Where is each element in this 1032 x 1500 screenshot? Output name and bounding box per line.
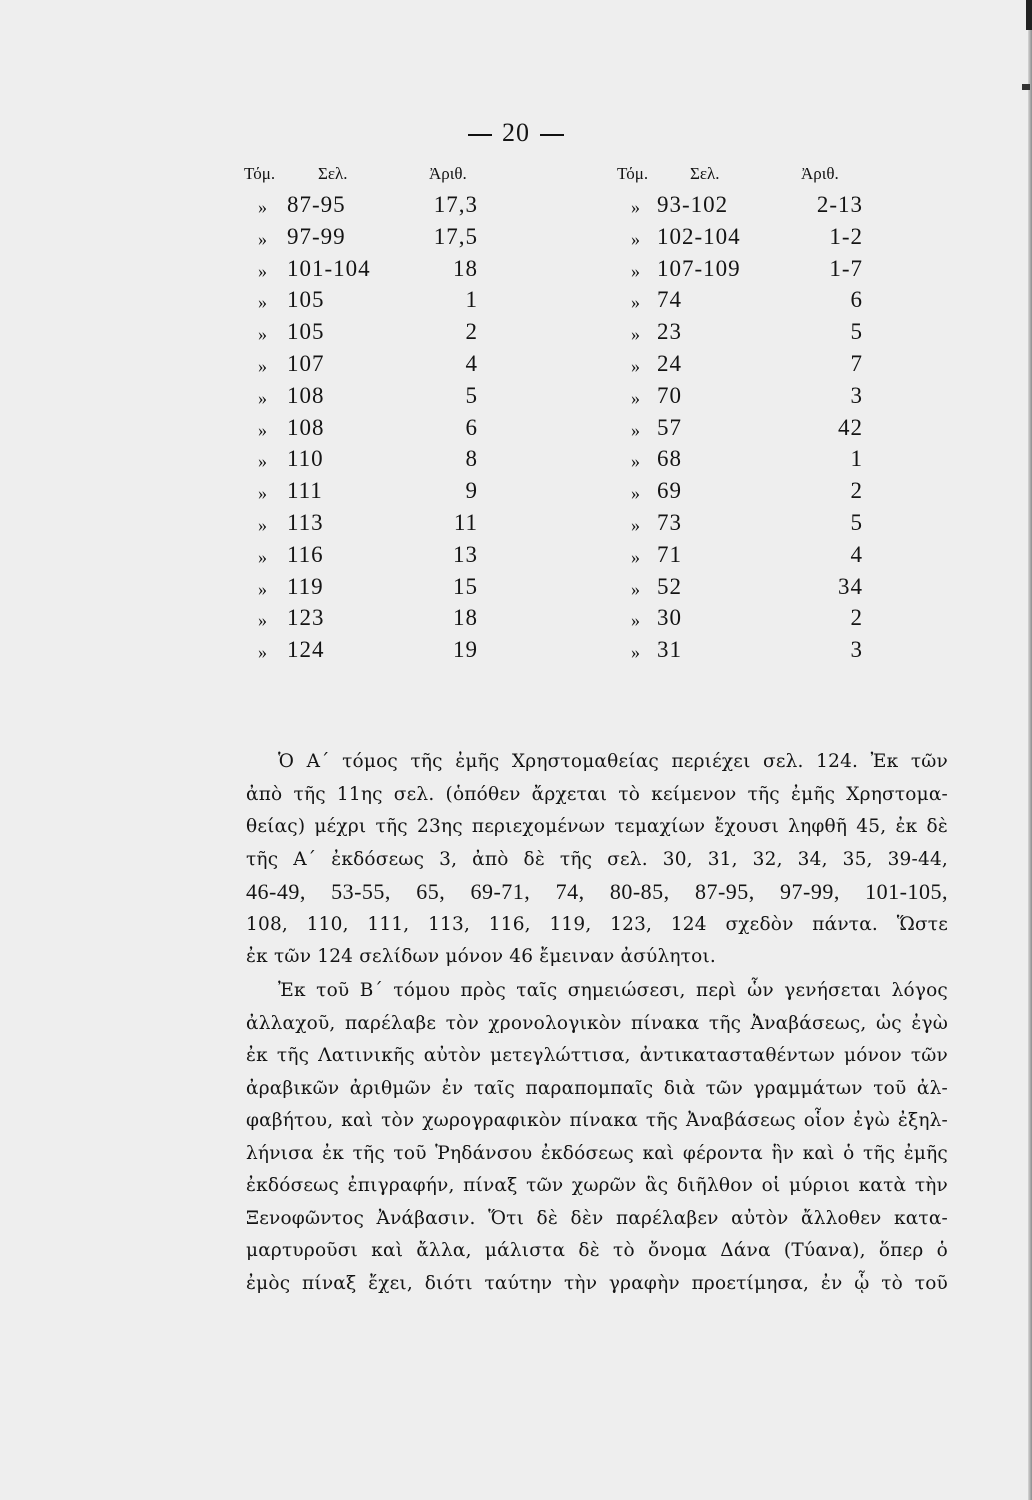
ditto-mark: »: [631, 387, 640, 408]
text-line: θείας) μέχρι τῆς 23ης περιεχομένων τεμαχίων ἔχουσι ληφθῆ 45, ἐκ δὲ: [246, 816, 948, 837]
ditto-mark: »: [631, 355, 640, 376]
page-cell: 69: [657, 478, 682, 504]
ditto-mark: »: [258, 292, 267, 313]
ditto-mark: »: [258, 578, 267, 599]
number-cell: 1: [465, 287, 478, 313]
text-line: ἀλλαχοῦ, παρέλαβε τὸν χρονολογικὸν πίνακα τῆς Ἀναβάσεως, ὡς ἐγὼ: [246, 1012, 948, 1034]
page-cell: 105: [287, 319, 325, 345]
ditto-mark: »: [631, 642, 640, 663]
number-cell: 13: [453, 541, 478, 567]
page-cell: 105: [287, 287, 325, 313]
text-line: ἐκδόσεως ἐπιγραφήν, πίναξ τῶν χωρῶν ἃς διῆλθον οἱ μύριοι κατὰ τὴν: [246, 1175, 948, 1196]
text-line: 108, 110, 111, 113, 116, 119, 123, 124 σχεδὸν πάντα. Ὥστε: [246, 913, 948, 935]
ditto-mark: »: [631, 228, 640, 249]
ditto-mark: »: [631, 292, 640, 313]
ditto-mark: »: [258, 387, 267, 408]
page-cell: 23: [657, 319, 682, 345]
page-cell: 57: [657, 414, 682, 440]
number-cell: 2: [850, 478, 863, 504]
page-cell: 87-95: [287, 192, 346, 217]
number-cell: 4: [850, 541, 863, 567]
page-cell: 52: [657, 573, 682, 599]
binding-tick: [1022, 84, 1030, 90]
number-cell: 2: [850, 605, 863, 631]
header-number: Ἀριθ.: [429, 164, 467, 183]
page-cell: 110: [287, 446, 324, 472]
ditto-mark: »: [258, 610, 267, 631]
ditto-mark: »: [258, 514, 267, 535]
ditto-mark: »: [258, 260, 267, 281]
number-cell: 11: [453, 509, 478, 535]
ditto-mark: »: [258, 355, 267, 376]
number-cell: 6: [465, 414, 478, 440]
ditto-mark: »: [258, 451, 267, 472]
text-line: Ξενοφῶντος Ἀνάβασιν. Ὅτι δὲ δὲν παρέλαβεν αὐτὸν ἄλλοθεν κατα-: [246, 1207, 948, 1229]
page-cell: 97-99: [287, 223, 346, 249]
page-cell: 73: [657, 509, 682, 535]
page-number-value: 20: [502, 118, 530, 147]
ditto-mark: »: [258, 324, 267, 345]
number-cell: 4: [465, 350, 478, 376]
page-cell: 113: [287, 509, 324, 535]
page-edge-shadow: [1028, 0, 1032, 1500]
page-cell: 119: [287, 573, 324, 599]
text-line: ἐκ τῶν 124 σελίδων μόνον 46 ἔμειναν ἀσύλητοι.: [246, 946, 716, 967]
page-cell: 108: [287, 382, 325, 408]
text-line: φαβήτου, καὶ τὸν χωρογραφικὸν πίνακα τῆς Ἀναβάσεως οἷον ἐγὼ ἐξηλ-: [246, 1110, 948, 1131]
page-number: [0, 118, 1032, 148]
ditto-mark: »: [631, 610, 640, 631]
page-cell: 24: [657, 350, 682, 376]
page-cell: 93-102: [657, 192, 729, 217]
ditto-mark: »: [631, 546, 640, 567]
number-cell: 42: [838, 414, 863, 440]
text-line: λήνισα ἐκ τῆς τοῦ Ῥηδάνσου ἐκδόσεως καὶ φέροντα ἣν καὶ ὁ τῆς ἐμῆς: [246, 1142, 948, 1164]
paragraph-volume-a: [246, 746, 948, 974]
ditto-mark: »: [631, 483, 640, 504]
number-cell: 18: [453, 605, 478, 631]
number-cell: 9: [465, 478, 478, 504]
page-cell: 102-104: [657, 223, 741, 249]
ditto-mark: »: [258, 197, 267, 217]
page-cell: 116: [287, 541, 324, 567]
page-cell: 70: [657, 382, 682, 408]
ditto-mark: »: [631, 451, 640, 472]
binding-mark: [1026, 0, 1032, 30]
number-cell: 7: [850, 350, 863, 376]
ditto-mark: »: [631, 324, 640, 345]
page-cell: 107-109: [657, 255, 741, 281]
number-cell: 34: [838, 573, 863, 599]
text-line: ἀραβικῶν ἀριθμῶν ἐν ταῖς παραπομπαῖς διὰ τῶν γραμμάτων τοῦ ἀλ-: [246, 1077, 948, 1099]
text-line: ἐμὸς πίναξ ἔχει, διότι ταύτην τὴν γραφὴν προετίμησα, ἐν ᾧ τὸ τοῦ: [246, 1272, 948, 1294]
page-cell: 107: [287, 350, 325, 376]
number-cell: 5: [465, 382, 478, 408]
header-volume: Τόμ.: [617, 164, 649, 183]
number-cell: 5: [850, 509, 863, 535]
page-cell: 111: [287, 478, 323, 504]
page-cell: 31: [657, 637, 682, 663]
number-cell: 1-7: [829, 255, 863, 281]
text-line: ἐκ τῆς Λατινικῆς αὐτὸν μετεγλώττισα, ἀντικατασταθέντων μόνον τῶν: [246, 1045, 948, 1066]
ditto-mark: »: [258, 419, 267, 440]
number-cell: 17,3: [433, 192, 478, 217]
number-cell: 3: [850, 637, 863, 663]
ditto-mark: »: [631, 419, 640, 440]
number-cell: 3: [850, 382, 863, 408]
header-page: Σελ.: [318, 164, 348, 183]
page-cell: 30: [657, 605, 682, 631]
text-line: 46-49, 53-55, 65, 69-71, 74, 80-85, 87-95, 97-99, 101-105,: [246, 879, 948, 904]
number-cell: 15: [453, 573, 478, 599]
number-cell: 19: [453, 637, 478, 663]
em-dash-right: [540, 134, 564, 136]
number-cell: 5: [850, 319, 863, 345]
em-dash-left: [468, 134, 492, 136]
number-cell: 18: [453, 255, 478, 281]
number-cell: 1: [850, 446, 863, 472]
ditto-mark: »: [631, 578, 640, 599]
number-cell: 1-2: [829, 223, 863, 249]
header-page: Σελ.: [690, 164, 720, 183]
ditto-mark: »: [631, 514, 640, 535]
page-cell: 101-104: [287, 255, 371, 281]
number-cell: 17,5: [433, 223, 478, 249]
ditto-mark: »: [258, 642, 267, 663]
ditto-mark: »: [258, 483, 267, 504]
text-line: Ἐκ τοῦ Β΄ τόμου πρὸς ταῖς σημειώσεσι, περὶ ὧν γενήσεται λόγος: [278, 980, 948, 1001]
number-cell: 2-13: [816, 192, 863, 217]
text-line: μαρτυροῦσι καὶ ἄλλα, μάλιστα δὲ τὸ ὄνομα Δάνα (Τύανα), ὅπερ ὁ: [246, 1240, 948, 1261]
number-cell: 8: [465, 446, 478, 472]
page-cell: 71: [657, 541, 682, 567]
page-cell: 124: [287, 637, 325, 663]
ditto-mark: »: [258, 546, 267, 567]
ditto-mark: »: [631, 260, 640, 281]
header-volume: Τόμ.: [244, 164, 276, 183]
ditto-mark: »: [631, 197, 640, 217]
page-cell: 123: [287, 605, 325, 631]
text-line: τῆς Α΄ ἐκδόσεως 3, ἀπὸ δὲ τῆς σελ. 30, 31, 32, 34, 35, 39-44,: [246, 848, 948, 870]
text-line: Ὁ Α΄ τόμος τῆς ἐμῆς Χρηστομαθείας περιέχει σελ. 124. Ἐκ τῶν: [278, 751, 948, 772]
text-line: ἀπὸ τῆς 11ης σελ. (ὁπόθεν ἄρχεται τὸ κείμενον τῆς ἐμῆς Χρηστομα-: [246, 783, 948, 805]
page-cell: 74: [657, 287, 682, 313]
page-cell: 68: [657, 446, 682, 472]
ditto-mark: »: [258, 228, 267, 249]
header-number: Ἀριθ.: [801, 164, 839, 183]
paragraph-volume-b: [246, 975, 948, 1300]
number-cell: 6: [850, 287, 863, 313]
page-cell: 108: [287, 414, 325, 440]
number-cell: 2: [465, 319, 478, 345]
